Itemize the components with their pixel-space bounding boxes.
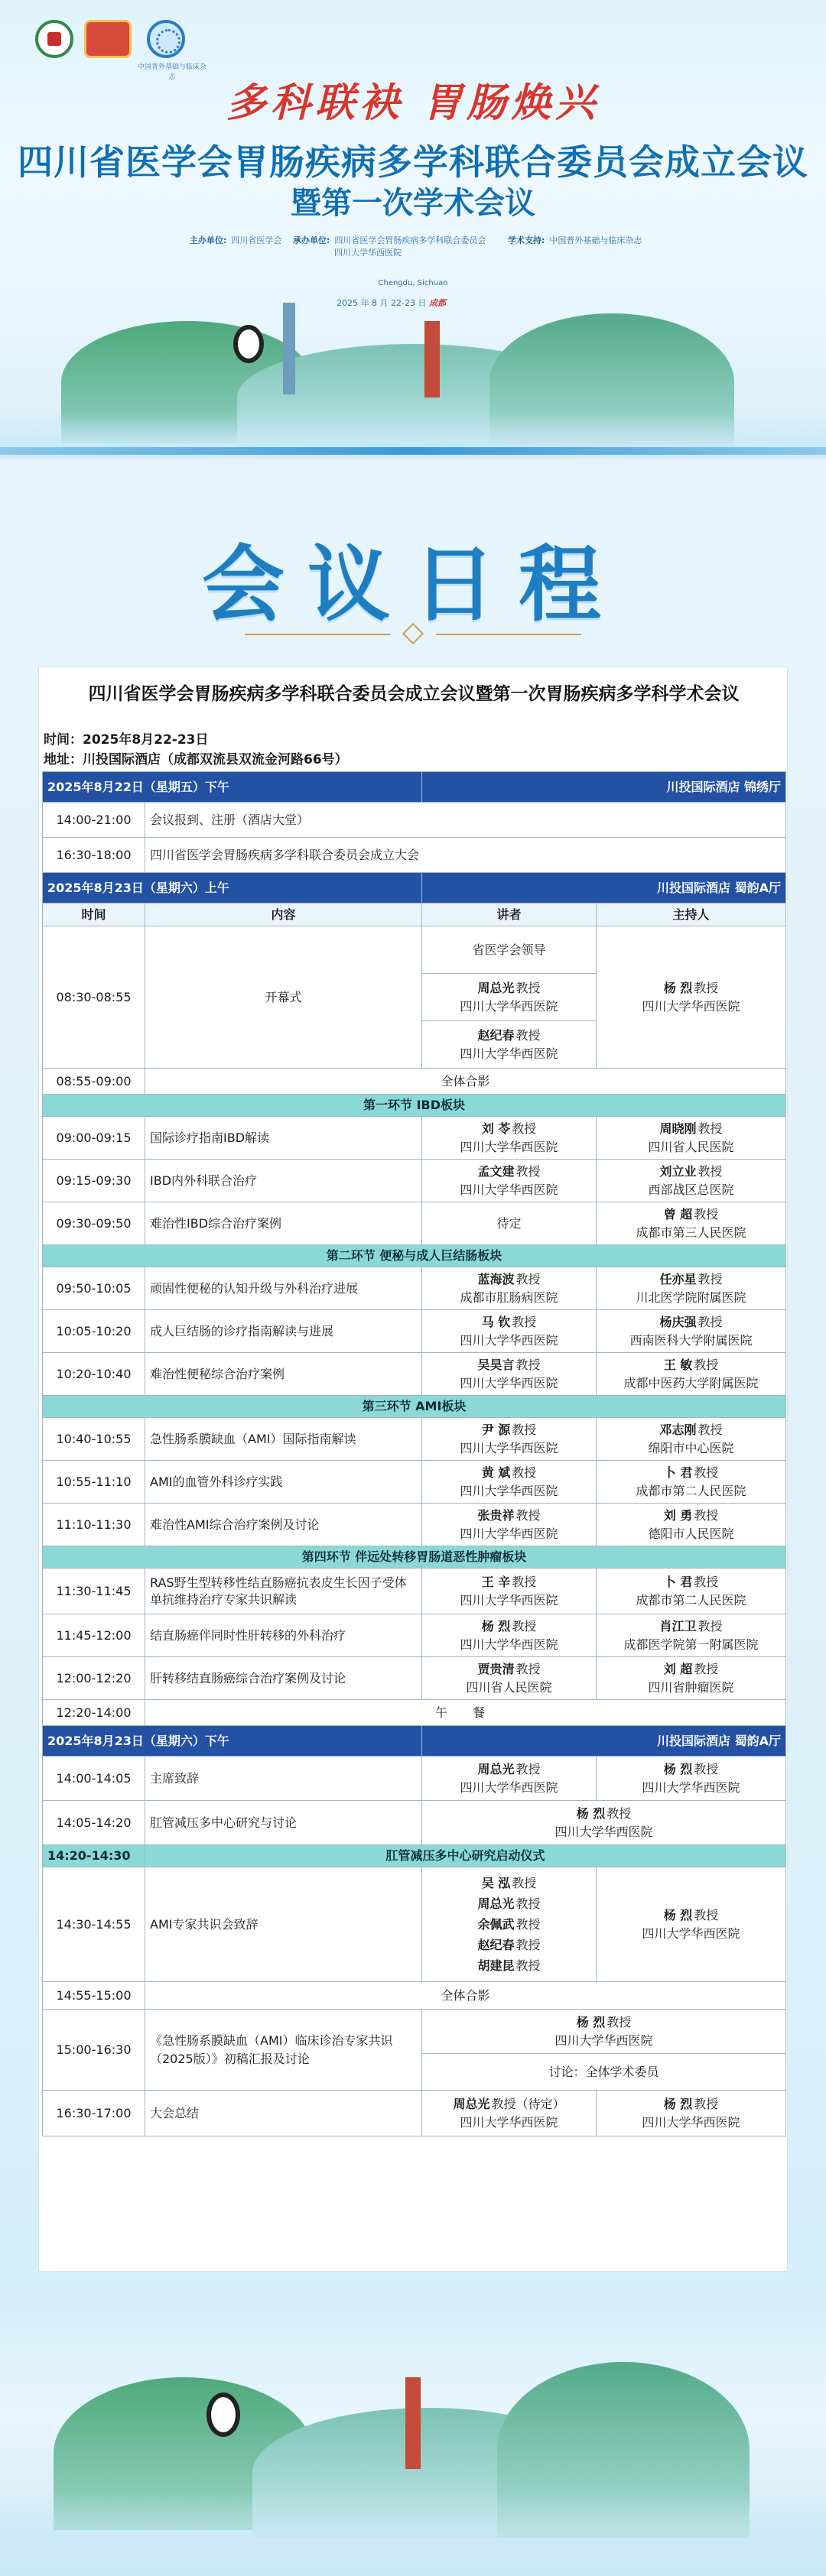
row-topic: 四川省医学会胃肠疾病多学科联合委员会成立大会 <box>145 838 786 873</box>
row-topic: 肛管减压多中心研究与讨论 <box>145 1801 422 1845</box>
row-time: 09:50-10:05 <box>43 1267 145 1310</box>
host-cell: 刘 超 教授 四川省肿瘤医院 <box>597 1657 786 1700</box>
host-cell: 卜 君 教授 成都市第二人民医院 <box>597 1569 786 1614</box>
row-topic: IBD内外科联合治疗 <box>145 1160 422 1202</box>
row-topic: 结直肠癌伴同时性肝转移的外科治疗 <box>145 1614 422 1657</box>
host-cell: 刘立业 教授 西部战区总医院 <box>597 1160 786 1202</box>
journal-logo <box>147 20 185 58</box>
row-topic: 急性肠系膜缺血（AMI）国际指南解读 <box>145 1418 422 1461</box>
row-topic: 大会总结 <box>145 2091 422 2136</box>
host-cell: 王 敏 教授 成都中医药大学附属医院 <box>597 1353 786 1396</box>
table-row <box>43 1569 786 1614</box>
table-row <box>43 1657 786 1700</box>
row-time: 10:40-10:55 <box>43 1418 145 1461</box>
row-topic: 《急性肠系膜缺血（AMI）临床诊治专家共识（2025版）》初稿汇报及讨论 <box>145 2010 422 2091</box>
sichuan-medical-association-logo <box>35 20 73 58</box>
table-row <box>43 838 786 873</box>
table-row <box>43 1117 786 1160</box>
speaker-cell: 赵纪春 教授 四川大学华西医院 <box>422 1021 597 1069</box>
date-line: 2025 年 8 月 22-23 日 成都 <box>337 298 446 308</box>
table-row <box>43 1267 786 1310</box>
table-row <box>43 1801 786 1845</box>
host-cell: 杨 烈 教授 四川大学华西医院 <box>597 2091 786 2136</box>
speaker-cell: 张贵祥 教授 四川大学华西医院 <box>422 1504 597 1546</box>
row-time: 09:15-09:30 <box>43 1160 145 1202</box>
column-header-row <box>43 904 786 926</box>
table-row <box>43 1202 786 1245</box>
row-topic: 开幕式 <box>145 926 422 1069</box>
speaker-cell: 周总光 教授 四川大学华西医院 <box>422 974 597 1021</box>
row-topic: 难治性IBD综合治疗案例 <box>145 1202 422 1245</box>
pavilion-illustration <box>424 321 440 397</box>
row-time: 14:30-14:55 <box>43 1867 145 1982</box>
conference-title-line2: 暨第一次学术会议 <box>291 186 535 221</box>
row-topic: 全体合影 <box>145 1069 786 1095</box>
speaker-cell: 尹 源 教授 四川大学华西医院 <box>422 1418 597 1461</box>
host-cell: 邓志刚 教授 绵阳市中心医院 <box>597 1418 786 1461</box>
row-time: 12:00-12:20 <box>43 1657 145 1700</box>
row-topic: 国际诊疗指南IBD解读 <box>145 1117 422 1160</box>
row-time: 14:05-14:20 <box>43 1801 145 1845</box>
host-cell: 曾 超 教授 成都市第三人民医院 <box>597 1202 786 1245</box>
section-header: 第二环节 便秘与成人巨结肠板块 <box>43 1245 786 1267</box>
conference-title-line1: 四川省医学会胃肠疾病多学科联合委员会成立会议 <box>18 141 808 183</box>
day-header <box>43 873 786 904</box>
row-time: 09:00-09:15 <box>43 1117 145 1160</box>
row-time: 12:20-14:00 <box>43 1700 145 1726</box>
table-row <box>43 1353 786 1396</box>
table-row <box>43 1982 786 2010</box>
row-time: 11:10-11:30 <box>43 1504 145 1546</box>
organizers-block <box>0 234 826 264</box>
host-cell: 杨 烈 教授 四川大学华西医院 <box>597 926 786 1069</box>
table-row <box>43 1757 786 1801</box>
header-divider <box>0 447 826 455</box>
discussion-cell: 讨论：全体学术委员 <box>422 2054 786 2091</box>
row-topic: 全体合影 <box>145 1982 786 2010</box>
row-time: 14:20-14:30 <box>43 1845 145 1867</box>
table-row <box>43 1504 786 1546</box>
host-cell: 刘 勇 教授 德阳市人民医院 <box>597 1504 786 1546</box>
row-time: 10:55-11:10 <box>43 1461 145 1504</box>
speaker-cell: 蓝海波 教授 成都市肛肠病医院 <box>422 1267 597 1310</box>
day-date: 2025年8月23日（星期六）下午 <box>43 1726 422 1757</box>
heading-ornament-right <box>436 634 581 635</box>
row-time: 09:30-09:50 <box>43 1202 145 1245</box>
schedule-document <box>38 667 788 2272</box>
host-cell: 周晓刚 教授 四川省人民医院 <box>597 1117 786 1160</box>
section-title: 肛管减压多中心研究启动仪式 <box>145 1845 786 1867</box>
section-header: 第四环节 伴远处转移胃肠道恶性肿瘤板块 <box>43 1546 786 1569</box>
row-topic: AMI的血管外科诊疗实践 <box>145 1461 422 1504</box>
table-row <box>43 1418 786 1461</box>
poster-footer <box>0 2308 826 2576</box>
speaker-cell: 吴昊言 教授 四川大学华西医院 <box>422 1353 597 1396</box>
speaker-cell: 贾贵清 教授 四川省人民医院 <box>422 1657 597 1700</box>
academic-support: 学术支持: 中国普外基础与临床杂志 <box>508 235 642 245</box>
speaker-cell: 刘 苓 教授 四川大学华西医院 <box>422 1117 597 1160</box>
row-time: 08:55-09:00 <box>43 1069 145 1095</box>
table-row <box>43 1461 786 1504</box>
row-topic: 肝转移结直肠癌综合治疗案例及讨论 <box>145 1657 422 1700</box>
row-topic: 会议报到、注册（酒店大堂） <box>145 803 786 838</box>
heading-ornament-left <box>245 634 390 635</box>
host-cell: 杨庆强 教授 西南医科大学附属医院 <box>597 1310 786 1353</box>
row-topic: 难治性便秘综合治疗案例 <box>145 1353 422 1396</box>
col-host: 主持人 <box>597 904 786 926</box>
col-content: 内容 <box>145 904 422 926</box>
row-topic: 难治性AMI综合治疗案例及讨论 <box>145 1504 422 1546</box>
tv-tower-illustration <box>283 303 295 394</box>
row-time: 14:55-15:00 <box>43 1982 145 2010</box>
speaker-list-cell: 吴 泓 教授 周总光 教授 余佩武 教授 赵纪春 教授 胡建昆 教授 <box>422 1867 597 1982</box>
row-time: 15:00-16:30 <box>43 2010 145 2091</box>
journal-logo-caption: 中国普外基础与临床杂志 <box>138 63 207 81</box>
meeting-address: 地址：川投国际酒店（成都双流县双流金河路66号） <box>44 752 348 767</box>
table-row <box>43 2091 786 2136</box>
host-unit: 承办单位: 四川省医学会胃肠疾病多学科联合委员会 <box>293 235 486 245</box>
day-header <box>43 772 786 803</box>
poster-header <box>0 0 826 459</box>
row-time: 08:30-08:55 <box>43 926 145 1069</box>
row-topic: 主席致辞 <box>145 1757 422 1801</box>
host-cell: 杨 烈 教授 四川大学华西医院 <box>597 1757 786 1801</box>
speaker-cell: 孟文建 教授 四川大学华西医院 <box>422 1160 597 1202</box>
table-row <box>43 1069 786 1095</box>
city-label: Chengdu, Sichuan <box>378 279 448 287</box>
section-header: 第一环节 IBD板块 <box>43 1095 786 1117</box>
row-time: 10:20-10:40 <box>43 1353 145 1396</box>
table-row <box>43 926 786 974</box>
water-wave-illustration <box>0 2492 826 2576</box>
speaker-cell: 周总光 教授 四川大学华西医院 <box>422 1757 597 1801</box>
speaker-host-cell: 杨 烈 教授 四川大学华西医院 <box>422 2010 786 2054</box>
west-china-hospital-logo <box>84 20 132 58</box>
table-row <box>43 2010 786 2054</box>
schedule-heading: 会议日程 <box>201 537 624 633</box>
section-header <box>43 1845 786 1867</box>
section-header: 第三环节 AMI板块 <box>43 1396 786 1418</box>
document-title: 四川省医学会胃肠疾病多学科联合委员会成立会议暨第一次胃肠疾病多学科学术会议 <box>88 684 740 704</box>
speaker-cell: 待定 <box>422 1202 597 1245</box>
row-time: 14:00-21:00 <box>43 803 145 838</box>
table-row <box>43 1310 786 1353</box>
organizer: 主办单位: 四川省医学会 <box>190 235 282 245</box>
host-unit-line2: 四川大学华西医院 <box>334 248 402 258</box>
table-row <box>43 803 786 838</box>
row-topic: 顽固性便秘的认知升级与外科治疗进展 <box>145 1267 422 1310</box>
pavilion-illustration <box>405 2377 421 2469</box>
row-topic: RAS野生型转移性结直肠癌抗表皮生长因子受体单抗维持治疗专家共识解读 <box>145 1569 422 1614</box>
speaker-cell: 王 辛 教授 四川大学华西医院 <box>422 1569 597 1614</box>
panda-illustration <box>206 2393 240 2437</box>
host-cell: 任亦星 教授 川北医学院附属医院 <box>597 1267 786 1310</box>
host-cell: 肖江卫 教授 成都医学院第一附属医院 <box>597 1614 786 1657</box>
day-date: 2025年8月23日（星期六）上午 <box>43 873 422 904</box>
speaker-cell: 省医学会领导 <box>422 926 597 974</box>
col-speaker: 讲者 <box>422 904 597 926</box>
col-time: 时间 <box>43 904 145 926</box>
day-venue: 川投国际酒店 蜀韵A厅 <box>422 1726 786 1757</box>
row-topic: 成人巨结肠的诊疗指南解读与进展 <box>145 1310 422 1353</box>
table-row <box>43 1700 786 1726</box>
day-header <box>43 1726 786 1757</box>
day-date: 2025年8月22日（星期五）下午 <box>43 772 422 803</box>
host-cell: 卜 君 教授 成都市第二人民医院 <box>597 1461 786 1504</box>
day-venue: 川投国际酒店 锦绣厅 <box>422 772 786 803</box>
row-topic: 午 餐 <box>145 1700 786 1726</box>
row-topic: AMI专家共识会致辞 <box>145 1867 422 1982</box>
schedule-table <box>42 771 786 2136</box>
panda-illustration <box>233 325 264 363</box>
table-row <box>43 1867 786 1982</box>
speaker-cell: 杨 烈 教授 四川大学华西医院 <box>422 1614 597 1657</box>
speaker-host-cell: 杨 烈 教授 四川大学华西医院 <box>422 1801 786 1845</box>
table-row <box>43 1160 786 1202</box>
row-time: 10:05-10:20 <box>43 1310 145 1353</box>
row-time: 11:45-12:00 <box>43 1614 145 1657</box>
table-row <box>43 1614 786 1657</box>
row-time: 16:30-17:00 <box>43 2091 145 2136</box>
host-cell: 杨 烈 教授 四川大学华西医院 <box>597 1867 786 1982</box>
row-time: 14:00-14:05 <box>43 1757 145 1801</box>
speaker-cell: 周总光 教授（待定） 四川大学华西医院 <box>422 2091 597 2136</box>
slogan: 多科联袂 胃肠焕兴 <box>226 79 600 126</box>
row-time: 11:30-11:45 <box>43 1569 145 1614</box>
speaker-cell: 马 钦 教授 四川大学华西医院 <box>422 1310 597 1353</box>
day-venue: 川投国际酒店 蜀韵A厅 <box>422 873 786 904</box>
meeting-time: 时间：2025年8月22-23日 <box>44 732 209 748</box>
speaker-cell: 黄 斌 教授 四川大学华西医院 <box>422 1461 597 1504</box>
row-time: 16:30-18:00 <box>43 838 145 873</box>
